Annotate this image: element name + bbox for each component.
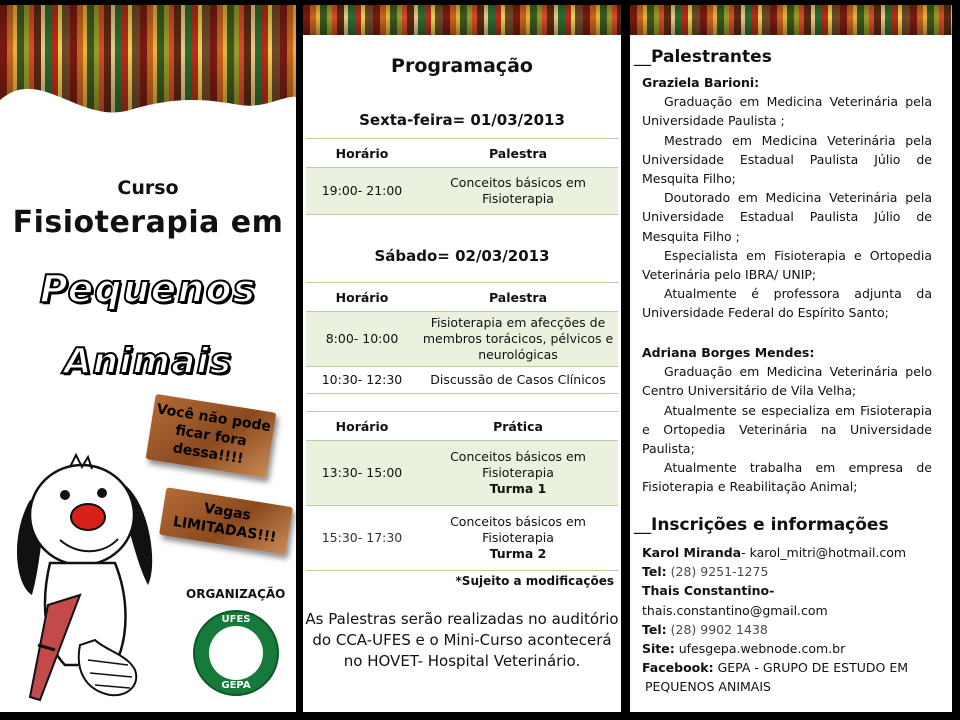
contact-2-phone (642, 620, 942, 639)
row-topic-text: Conceitos básicos em Fisioterapia (450, 514, 586, 545)
table-header-row (306, 139, 618, 168)
table-row (306, 506, 618, 571)
facebook-page[interactable]: GEPA - GRUPO DE ESTUDO EM (717, 660, 908, 676)
site-link[interactable]: ufesgepa.webnode.com.br (678, 641, 846, 657)
contact-tel: (28) 9902 1438 (670, 621, 768, 637)
contact-1-phone (642, 562, 942, 581)
contact-name: Karol Miranda (642, 545, 742, 560)
facebook-label: Facebook: (642, 660, 714, 676)
contact-email[interactable]: thais.constantino@gmail.com (642, 602, 828, 618)
program-title: Programação (391, 55, 533, 77)
row-time: 10:30- 12:30 (306, 367, 418, 394)
cover-panel (0, 5, 296, 712)
facebook-row (642, 658, 942, 677)
row-topic-text: Conceitos básicos em Fisioterapia (450, 449, 586, 480)
course-title-animais: Animais (63, 341, 233, 382)
table-row (306, 441, 618, 506)
friday-table (306, 138, 618, 215)
col-horario: Horário (306, 412, 418, 441)
speaker-item: Especialista em Fisioterapia e Ortopedia Veterinária pelo IBRA/ UNIP; (642, 247, 932, 283)
col-palestra: Palestra (418, 139, 618, 168)
speaker-1 (642, 73, 932, 323)
row-topic (418, 506, 618, 571)
table-row (306, 312, 618, 367)
speaker-2 (642, 343, 932, 497)
site-row (642, 639, 942, 658)
table-row (306, 168, 618, 215)
speaker-item: Graduação em Medicina Veterinária pelo Centro Universitário de Vila Velha; (642, 364, 932, 399)
contacts-title: Inscrições e informações (651, 515, 889, 535)
speaker-name: Graziela Barioni: (642, 75, 760, 90)
subject-to-change-note: *Sujeito a modificações (455, 574, 614, 588)
col-palestra: Palestra (418, 283, 618, 312)
row-group: Turma 2 (489, 546, 547, 561)
ufes-gepa-logo (193, 610, 279, 696)
site-label: Site: (642, 641, 675, 657)
contact-tel: (28) 9251-1275 (670, 564, 769, 580)
contacts-heading: __Inscrições e informações (634, 515, 889, 535)
logo-top-text: UFES (221, 614, 251, 625)
contact-email[interactable]: - karol_mitri@hotmail.com (741, 545, 907, 560)
row-topic: Fisioterapia em afecções de membros torácicos, pélvicos e neurológicas (418, 312, 618, 367)
row-topic: Discussão de Casos Clínicos (418, 367, 618, 394)
course-label: Curso (117, 177, 179, 199)
speaker-name: Adriana Borges Mendes: (642, 345, 815, 360)
program-panel (303, 5, 621, 712)
row-group: Turma 1 (489, 481, 547, 496)
table-header-row (306, 283, 618, 312)
table-header-row (306, 412, 618, 441)
course-title-pequenos: Pequenos (39, 267, 257, 311)
speakers-panel (630, 5, 952, 712)
organization-label: ORGANIZAÇÃO (186, 587, 286, 601)
speakers-title: Palestrantes (651, 47, 772, 67)
col-horario: Horário (306, 139, 418, 168)
row-topic (418, 441, 618, 506)
day-saturday: Sábado= 02/03/2013 (374, 247, 550, 265)
saturday-practice-table (306, 411, 618, 571)
tel-label: Tel: (642, 621, 667, 637)
speaker-item: Atualmente trabalha em empresa de Fisioterapia e Reabilitação Animal; (642, 460, 932, 495)
speaker-item: Doutorado em Medicina Veterinária pela Universidade Estadual Paulista Júlio de Mesquita Filho ; (642, 190, 932, 244)
col-horario: Horário (306, 283, 418, 312)
table-row (306, 367, 618, 394)
saturday-talks-table (306, 282, 618, 394)
row-time: 13:30- 15:00 (306, 441, 418, 506)
course-title: Fisioterapia em (12, 205, 284, 240)
row-topic: Conceitos básicos em Fisioterapia (418, 168, 618, 215)
logo-bottom-text: GEPA (221, 680, 251, 691)
contact-1 (642, 543, 942, 562)
contact-list (642, 543, 942, 697)
row-time: 19:00- 21:00 (306, 168, 418, 215)
venue-note: As Palestras serão realizadas no auditório do CCA-UFES e o Mini-Curso acontecerá no HOVET- Hospital Veterinário. (305, 610, 619, 670)
promo-note-dont-miss: Você não pode ficar fora dessa!!!! (146, 394, 277, 478)
day-friday: Sexta-feira= 01/03/2013 (359, 111, 565, 129)
tel-label: Tel: (642, 564, 667, 580)
dog-illustration-icon (10, 445, 160, 705)
wave-shape (0, 5, 296, 145)
paw-icon (209, 626, 263, 680)
speaker-item: Graduação em Medicina Veterinária pela Universidade Paulista ; (642, 94, 932, 129)
row-time: 8:00- 10:00 (306, 312, 418, 367)
color-streak-banner (303, 5, 621, 35)
speaker-item: Mestrado em Medicina Veterinária pela Universidade Estadual Paulista Júlio de Mesquita Filho; (642, 132, 932, 187)
color-streak-banner (630, 5, 952, 35)
speaker-item: Atualmente se especializa em Fisioterapia e Ortopedia Veterinária na Universidade Paulista; (642, 402, 932, 457)
speaker-item: Atualmente é professora adjunta da Universidade Federal do Espírito Santo; (642, 286, 932, 321)
col-pratica: Prática (418, 412, 618, 441)
speakers-heading: __Palestrantes (634, 47, 772, 67)
contact-name: Thais Constantino- (642, 583, 775, 599)
row-time: 15:30- 17:30 (306, 506, 418, 571)
facebook-page-cont[interactable]: PEQUENOS ANIMAIS (645, 679, 771, 695)
promo-note-limited-spots: Vagas LIMITADAS!!! (159, 487, 293, 554)
